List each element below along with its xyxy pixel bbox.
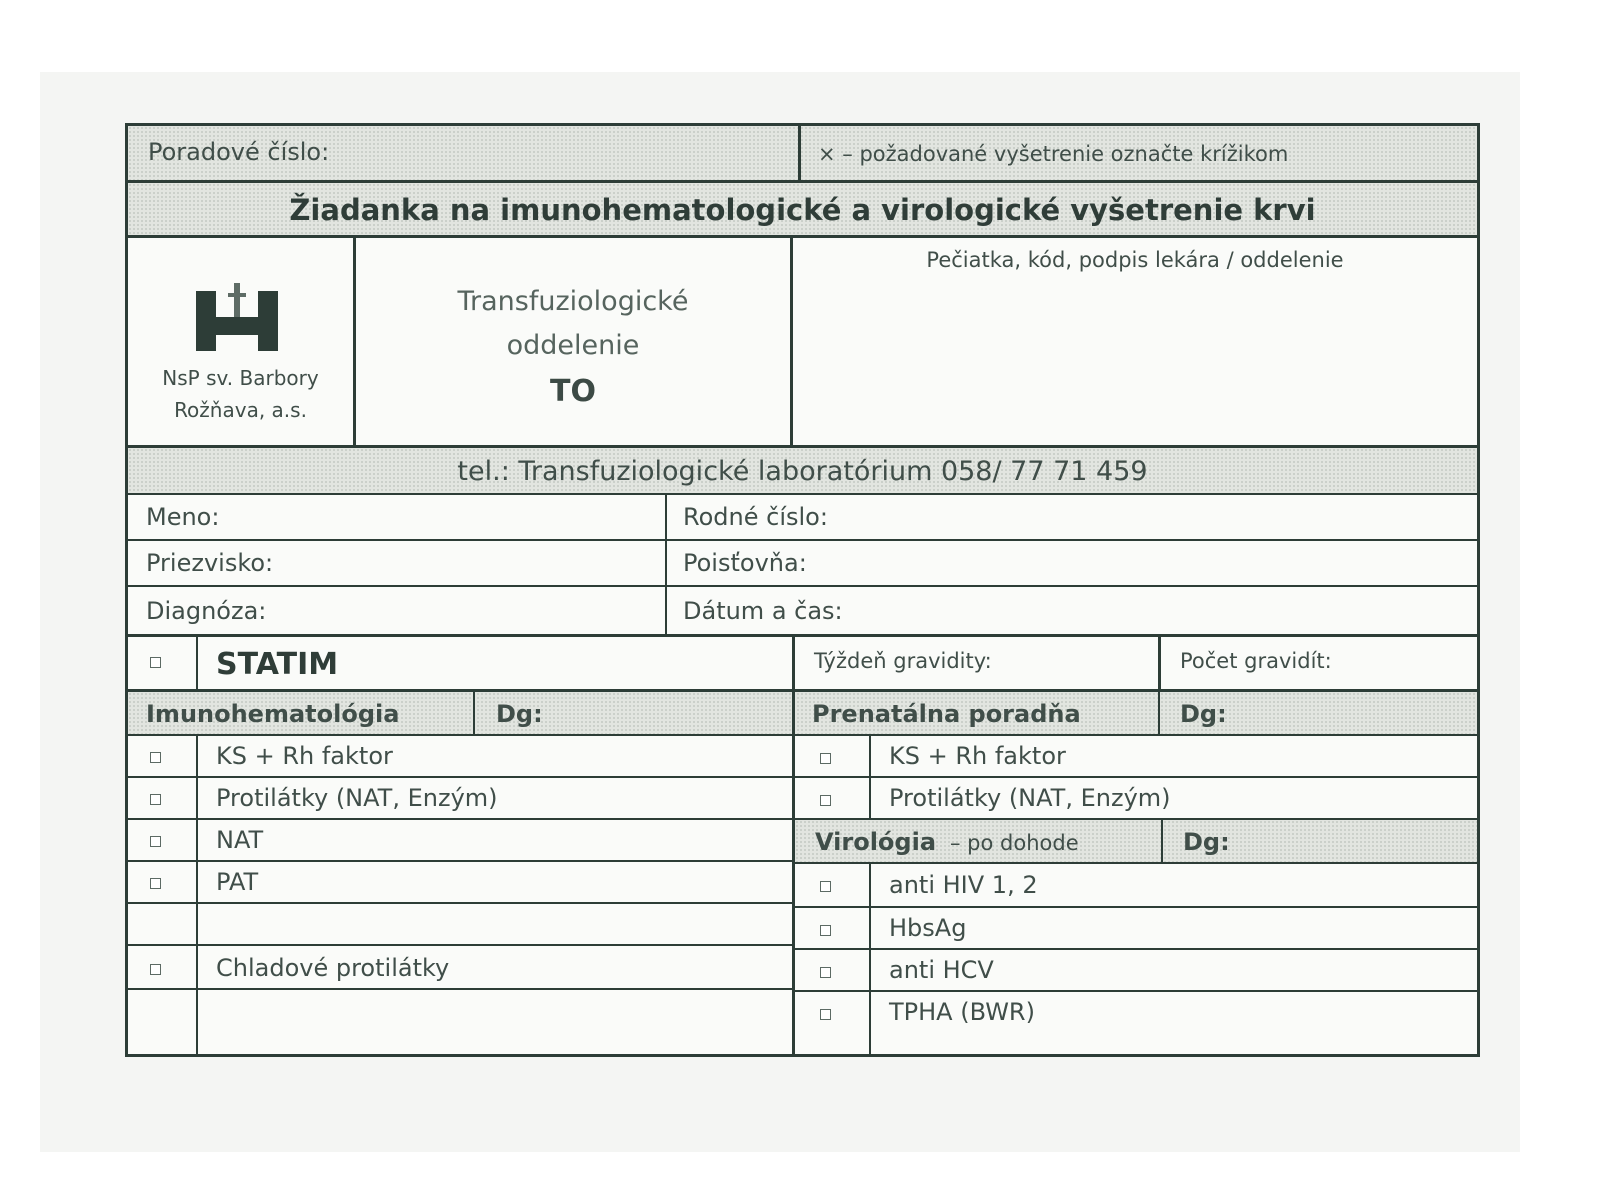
virology-header: [795, 820, 1477, 864]
item-checkbox[interactable]: [820, 753, 831, 764]
pregnancy-count-label: Počet gravidít:: [1180, 649, 1332, 673]
list-item: [128, 736, 792, 778]
virology-subtitle: – po dohode: [950, 831, 1079, 855]
prenatal-title: Prenatálna poradňa: [812, 700, 1081, 728]
item-label: anti HIV 1, 2: [889, 871, 1038, 899]
list-item: [795, 736, 1477, 778]
statim-row: [128, 637, 1477, 692]
item-label: Protilátky (NAT, Enzým): [889, 784, 1171, 812]
patient-row-2: [128, 541, 1477, 587]
issuer-row: [128, 238, 1477, 448]
list-item: [128, 820, 792, 862]
list-item: [795, 992, 1477, 1054]
hospital-name-line1: NsP sv. Barbory: [162, 366, 319, 390]
item-checkbox[interactable]: [150, 794, 161, 805]
virology-title: Virológia: [815, 828, 937, 856]
item-label: HbsAg: [889, 914, 967, 942]
stamp-label: Pečiatka, kód, podpis lekára / oddelenie: [926, 248, 1344, 272]
item-label: Protilátky (NAT, Enzým): [216, 784, 498, 812]
item-label: KS + Rh faktor: [216, 742, 393, 770]
item-label: PAT: [216, 868, 259, 896]
item-checkbox[interactable]: [150, 964, 161, 975]
date-time-label: Dátum a čas:: [683, 597, 843, 625]
list-item: [128, 946, 792, 990]
patient-row-1: [128, 495, 1477, 541]
item-checkbox[interactable]: [150, 836, 161, 847]
surname-label: Priezvisko:: [146, 549, 274, 577]
list-item: [128, 904, 792, 946]
list-item: [795, 778, 1477, 820]
hospital-logo-icon: [196, 283, 282, 353]
list-item: [795, 950, 1477, 992]
immunohematology-list: [128, 736, 792, 1054]
diagnosis-label: Diagnóza:: [146, 597, 267, 625]
name-label: Meno:: [146, 503, 220, 531]
list-item: [795, 908, 1477, 950]
list-item: [128, 862, 792, 904]
virology-dg: Dg:: [1183, 828, 1230, 856]
list-item: [795, 864, 1477, 908]
request-form: [125, 123, 1480, 1057]
item-checkbox[interactable]: [150, 878, 161, 889]
item-label: KS + Rh faktor: [889, 742, 1066, 770]
item-checkbox[interactable]: [150, 752, 161, 763]
hospital-name-line2: Rožňava, a.s.: [174, 398, 307, 422]
patient-row-3: [128, 587, 1477, 637]
insurance-label: Poisťovňa:: [683, 549, 807, 577]
phone-line: tel.: Transfuziologické laboratórium 058/ 77 71 459: [457, 456, 1148, 487]
item-label: NAT: [216, 826, 264, 854]
form-title: Žiadanka na imunohematologické a virologické vyšetrenie krvi: [289, 193, 1316, 227]
statim-checkbox[interactable]: [150, 657, 161, 668]
pregnancy-week-label: Týždeň gravidity:: [814, 649, 992, 673]
list-item: [128, 778, 792, 820]
department-line2: oddelenie: [506, 330, 640, 361]
list-item: [128, 990, 792, 1054]
birth-number-label: Rodné číslo:: [683, 503, 828, 531]
item-checkbox[interactable]: [820, 881, 831, 892]
serial-number-label: Poradové číslo:: [148, 138, 330, 166]
item-label: TPHA (BWR): [889, 998, 1035, 1026]
phone-row: [128, 448, 1477, 495]
prenatal-virology-list: [792, 736, 1477, 1054]
immunohematology-title: Imunohematológia: [146, 700, 400, 728]
item-checkbox[interactable]: [820, 967, 831, 978]
item-label: anti HCV: [889, 956, 994, 984]
item-checkbox[interactable]: [820, 925, 831, 936]
item-checkbox[interactable]: [820, 1009, 831, 1020]
section-header-row: [128, 692, 1477, 736]
header-row: [128, 126, 1477, 183]
item-checkbox[interactable]: [820, 795, 831, 806]
immunohematology-dg: Dg:: [496, 700, 543, 728]
statim-label: STATIM: [216, 647, 339, 682]
department-line1: Transfuziologické: [457, 286, 689, 317]
prenatal-dg: Dg:: [1180, 700, 1227, 728]
department-code: TO: [550, 374, 596, 409]
title-row: [128, 183, 1477, 238]
item-label: Chladové protilátky: [216, 954, 450, 982]
instruction-text: × – požadované vyšetrenie označte krížikom: [818, 142, 1289, 166]
